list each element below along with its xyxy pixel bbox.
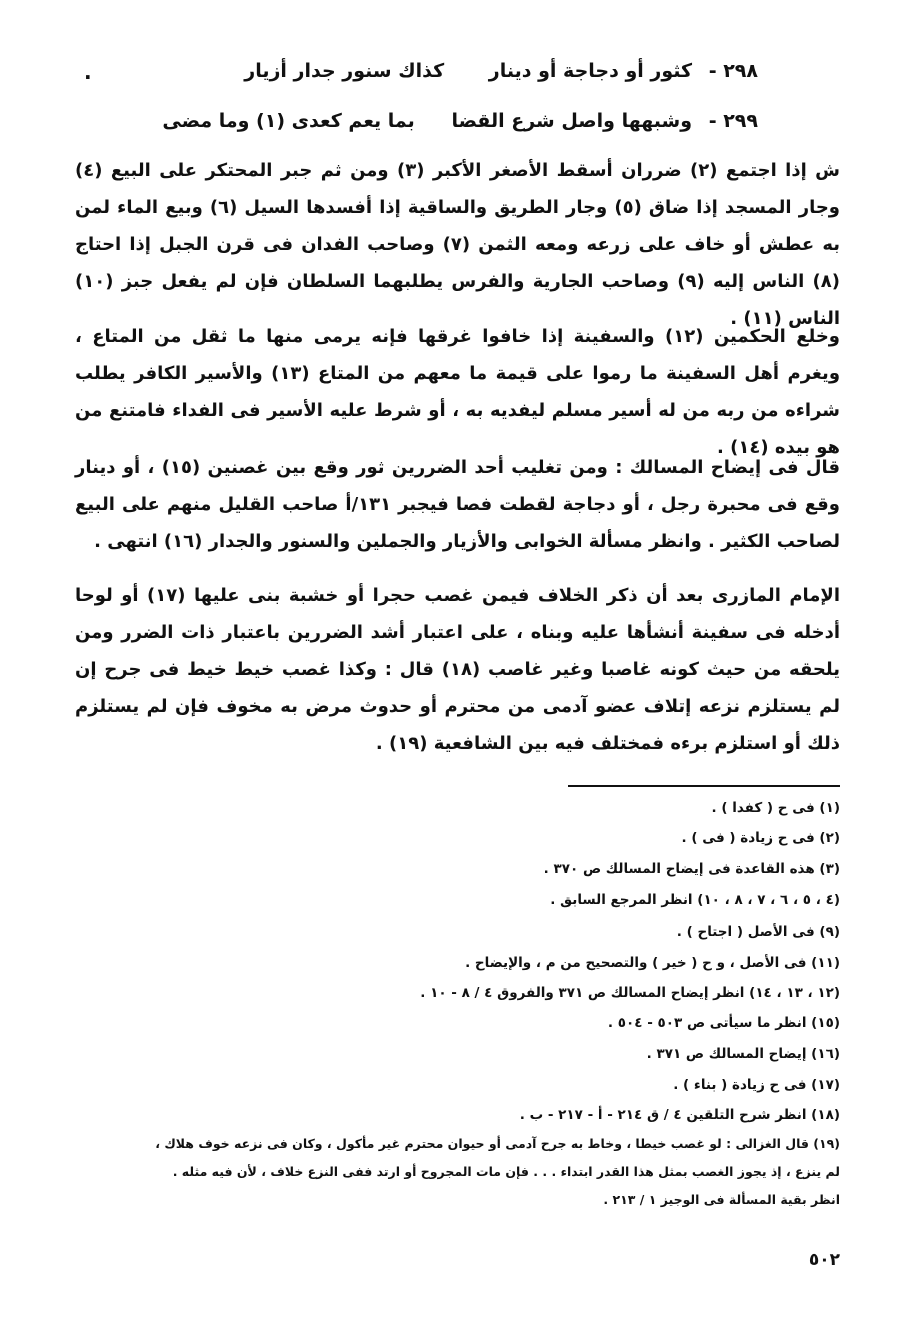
- footnote: (١١) فى الأصل ، و ح ( خير ) والتصحيح من م ، والإيضاح .: [465, 955, 840, 971]
- verse-dot: .: [84, 60, 92, 84]
- verse-hemistich-second: بما يعم كعدى (١) وما مضى: [162, 110, 415, 132]
- verse-number: ٢٩٨ -: [708, 60, 758, 82]
- verse-number: ٢٩٩ -: [708, 110, 758, 132]
- verse-299: [162, 110, 758, 132]
- verse-298: [244, 60, 758, 82]
- footnote-continuation: انظر بقية المسألة فى الوجيز ١ / ٢١٣ .: [603, 1192, 840, 1207]
- footnote: (١٨) انظر شرح التلقين ٤ / ق ٢١٤ - أ - ٢١٧ - ب .: [519, 1107, 840, 1123]
- commentary-paragraph: وخلع الحكمين (١٢) والسفينة إذا خافوا غرقها فإنه يرمى منها ما ثقل من المتاع ، ويغرم أهل السفينة ما رموا على قيمة ما معهم من المتاع (١٣) والأسير الكافر يطلب شراءه من ربه من له أسير مسلم ليفديه به ، أو شرط عليه الأسير فى الفداء فامتنع من هو بيده (١٤) .: [75, 326, 841, 458]
- footnote-separator: [568, 785, 840, 787]
- verse-hemistich-second: كذاك سنور جدار أزيار: [244, 60, 445, 82]
- footnote: (٢) فى ح زيادة ( فى ) .: [681, 830, 840, 846]
- commentary-paragraph: قال فى إيضاح المسالك : ومن تغليب أحد الضررين ثور وقع بين غصنين (١٥) ، أو دينار وقع فى محبرة رجل ، أو دجاجة لقطت فصا فيجبر ١٣١/أ صاحب القليل منهم على البيع لصاحب الكثير . وانظر مسألة الخوابى والأزيار والجملين والسنور والجدار (١٦) انتهى .: [75, 457, 841, 552]
- footnote: (١٢ ، ١٣ ، ١٤) انظر إيضاح المسالك ص ٣٧١ والفروق ٤ / ٨ - ١٠ .: [420, 985, 840, 1001]
- footnote-continuation: لم ينزع ، إذ يجوز الغصب بمثل هذا القدر ابتداء . . . فإن مات المجروح أو ارتد ففى النزع خلاف ، لأن فيه مثله .: [172, 1164, 840, 1179]
- footnote: (٩) فى الأصل ( اجتاح ) .: [676, 924, 840, 940]
- commentary-paragraph: الإمام المازرى بعد أن ذكر الخلاف فيمن غصب حجرا أو خشبة بنى عليها (١٧) أو لوحا أدخله فى سفينة أنشأها عليه وبناه ، على اعتبار أشد الضررين باعتبار ذات الضرر ومن يلحقه من حيث كونه غاصبا وغير غاصب (١٨) قال : وكذا غصب خيط خيط فى جرح إن لم يستلزم نزعه إتلاف عضو آدمى من محترم أو حدوث مرض به مخوف فإن لم يستلزم ذلك أو استلزم برءه فمختلف فيه بين الشافعية (١٩) .: [75, 585, 840, 754]
- footnote: (١٥) انظر ما سيأتى ص ٥٠٣ - ٥٠٤ .: [607, 1015, 840, 1031]
- commentary-paragraph: ش إذا اجتمع (٢) ضرران أسقط الأصغر الأكبر (٣) ومن ثم جبر المحتكر على البيع (٤) وجار المسجد إذا ضاق (٥) وجار الطريق والساقية إذا أفسدها السيل (٦) وبيع الماء لمن به عطش أو خاف على زرعه ومعه الثمن (٧) وصاحب الفدان فى قرن الجبل إذا احتاج (٨) الناس إليه (٩) وصاحب الجارية والفرس يطلبهما السلطان فإن لم يفعل جبز (١٠) الناس (١١) .: [75, 160, 840, 329]
- verse-hemistich-first: كثور أو دجاجة أو دينار: [488, 60, 693, 82]
- page-number: ٥٠٢: [808, 1250, 840, 1270]
- footnote: (١٧) فى ح زيادة ( بناء ) .: [673, 1077, 840, 1093]
- verse-hemistich-first: وشبهها واصل شرع القضا: [451, 110, 693, 132]
- footnote: (٤ ، ٥ ، ٦ ، ٧ ، ٨ ، ١٠) انظر المرجع السابق .: [550, 892, 840, 908]
- footnote: (١٦) إيضاح المسالك ص ٣٧١ .: [646, 1046, 840, 1062]
- footnote: (١٩) قال الغزالى : لو غصب خيطا ، وخاط به جرح آدمى أو حيوان محترم غير مأكول ، وكان فى نزعه خوف هلاك ،: [155, 1136, 840, 1151]
- footnote: (٣) هذه القاعدة فى إيضاح المسالك ص ٣٧٠ .: [543, 861, 840, 877]
- footnote: (١) فى ح ( كفدا ) .: [711, 800, 840, 816]
